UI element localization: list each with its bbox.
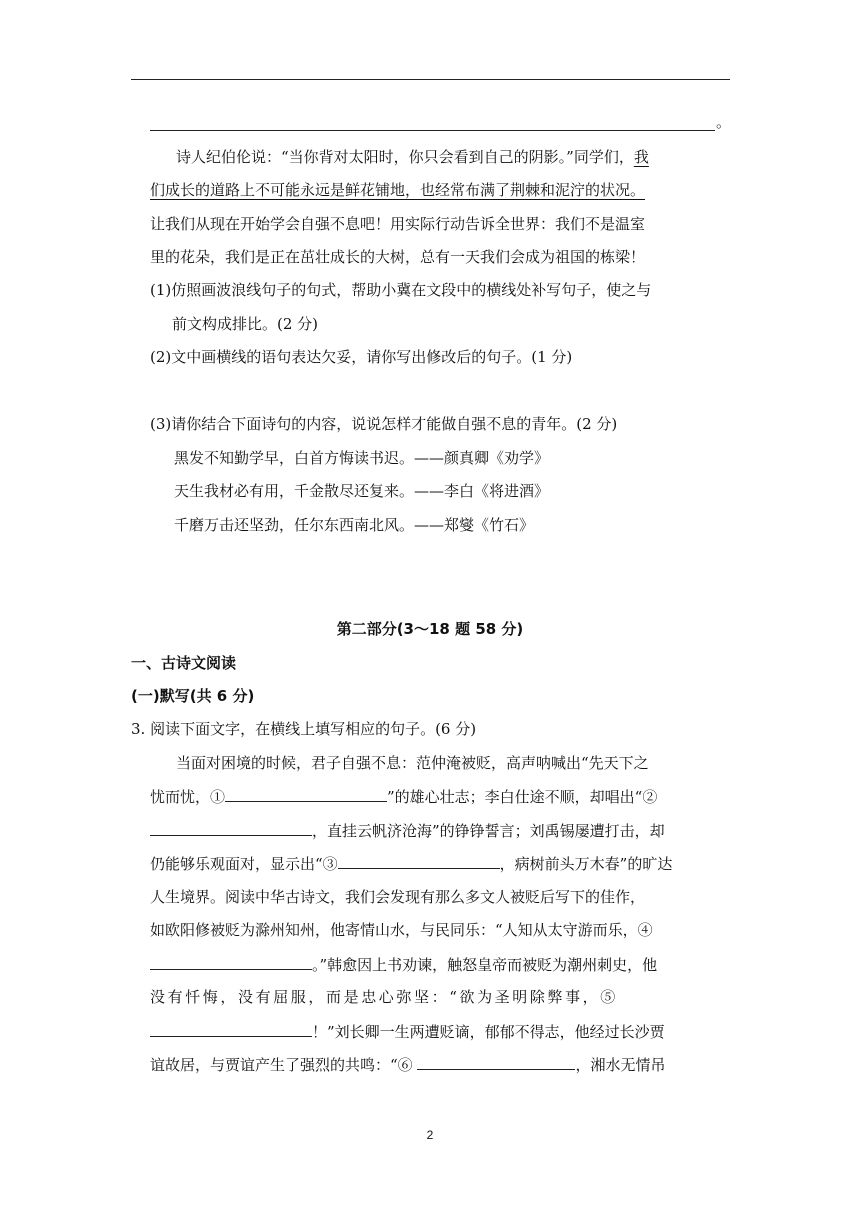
passage-line-9 (150, 1020, 665, 1043)
passage-text: ，湘水无情吊 (575, 1056, 666, 1074)
blank-end-period: 。 (716, 113, 732, 131)
question-2: (2)文中画横线的语句表达欠妥，请你写出修改后的句子。(1 分) (150, 348, 573, 366)
passage-line-4 (150, 852, 672, 875)
paragraph-text: 诗人纪伯伦说：“当你背对太阳时，你只会看到自己的阴影。”同学们， (176, 148, 634, 166)
passage-line-10 (150, 1053, 665, 1076)
question-3-main: 3. 阅读下面文字，在横线上填写相应的句子。(6 分) (131, 720, 477, 738)
passage-line-6: 如欧阳修被贬为滁州知州，他寄情山水，与民同乐：“人知从太守游而乐，④ (150, 921, 653, 939)
fill-blank-1[interactable] (225, 785, 387, 802)
paragraph-line-4: 里的花朵，我们是正在茁壮成长的大树，总有一天我们会成为祖国的栋梁！ (150, 248, 646, 266)
passage-text: ，直挂云帆济沧海”的铮铮誓言；刘禹锡屡遭打击，却 (312, 822, 665, 840)
underlined-text: 我 (633, 148, 649, 166)
paragraph-line-3: 让我们从现在开始学会自强不息吧！用实际行动告诉全世界：我们不是温室 (150, 215, 646, 233)
part-two-title: 第二部分(3～18 题 58 分) (336, 620, 524, 638)
passage-line-7 (150, 953, 657, 976)
passage-line-1: 当面对困境的时候，君子自强不息：范仲淹被贬，高声呐喊出“先天下之 (176, 754, 649, 772)
passage-text: 仍能够乐观面对，显示出“③ (150, 855, 338, 873)
question-1-line-1: (1)仿照画波浪线句子的句式，帮助小冀在文段中的横线处补写句子，使之与 (150, 281, 652, 299)
passage-text: ！”刘长卿一生两遭贬谪，郁郁不得志，他经过长沙贾 (312, 1023, 665, 1041)
fill-blank-3[interactable] (338, 852, 500, 869)
poem-line-3: 千磨万击还坚劲，任尔东西南北风。——郑燮《竹石》 (174, 516, 535, 534)
subsection-heading: (一)默写(共 6 分) (131, 687, 255, 705)
section-heading: 一、古诗文阅读 (131, 654, 237, 672)
fill-blank-5[interactable] (150, 1020, 312, 1037)
page-number: 2 (426, 1128, 434, 1142)
paragraph-line-2: 们成长的道路上不可能永远是鲜花铺地，也经常布满了荆棘和泥泞的状况。 (150, 181, 646, 199)
passage-text: 。”韩愈因上书劝谏，触怒皇帝而被贬为潮州刺史，他 (312, 956, 658, 974)
passage-line-2 (150, 785, 657, 808)
passage-line-3 (150, 819, 665, 842)
question-3: (3)请你结合下面诗句的内容，说说怎样才能做自强不息的青年。(2 分) (150, 415, 618, 433)
poem-line-1: 黑发不知勤学早，白首方悔读书迟。——颜真卿《劝学》 (174, 449, 550, 467)
passage-line-8: 没有忏悔，没有屈服，而是忠心弥坚：“欲为圣明除弊事，⑤ (150, 988, 618, 1006)
passage-line-5: 人生境界。阅读中华古诗文，我们会发现有那么多文人被贬后写下的佳作， (150, 888, 646, 906)
fill-blank-2[interactable] (150, 819, 312, 836)
passage-text: 忧而忧，① (150, 788, 226, 806)
poem-line-2: 天生我材必有用，千金散尽还复来。——李白《将进酒》 (174, 482, 550, 500)
passage-text: 谊故居，与贾谊产生了强烈的共鸣：“⑥ (150, 1056, 418, 1074)
question-1-line-2: 前文构成排比。(2 分) (172, 315, 319, 333)
paragraph-line-1 (176, 146, 649, 168)
passage-text: ，病树前头万木春”的旷达 (499, 855, 673, 873)
fill-blank-6[interactable] (417, 1053, 575, 1070)
passage-text: ”的雄心壮志；李白仕途不顺，却唱出“② (387, 788, 658, 806)
header-rule (131, 79, 730, 80)
answer-blank-line (150, 130, 715, 131)
fill-blank-4[interactable] (150, 953, 312, 970)
